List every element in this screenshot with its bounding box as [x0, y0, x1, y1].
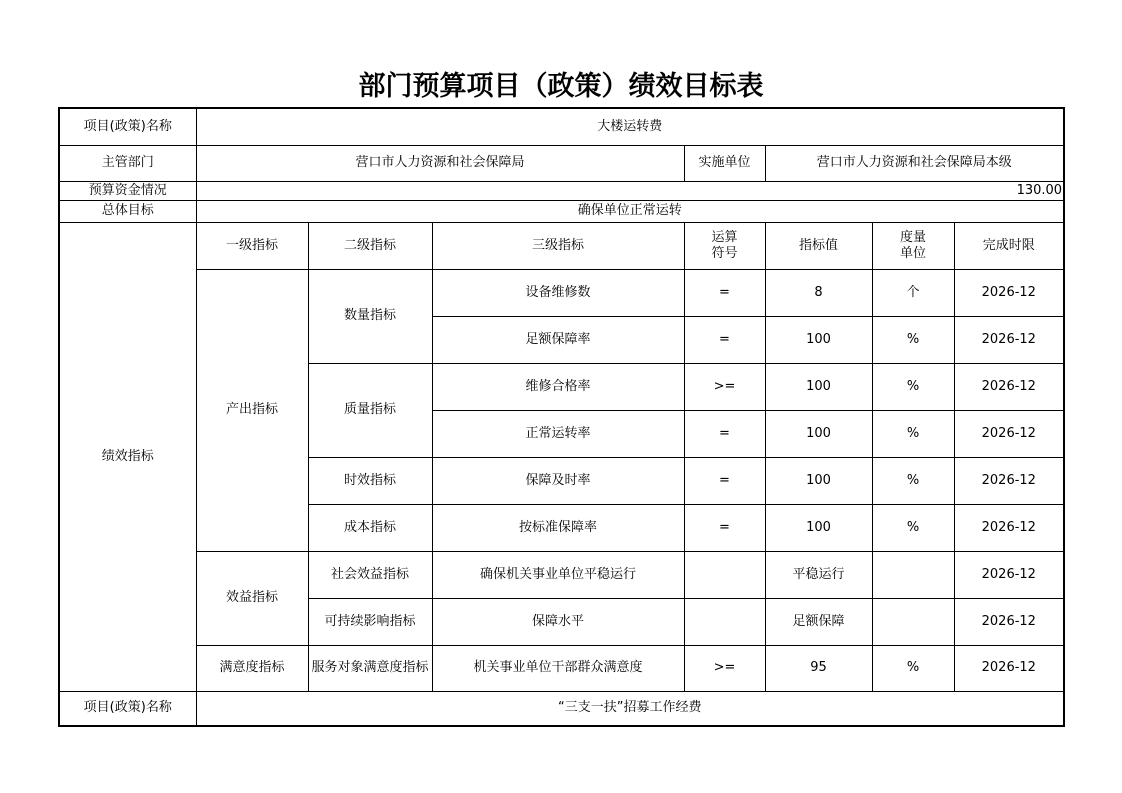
header-operator-line2: 符号: [711, 245, 738, 261]
indicator-operator: =: [684, 316, 765, 363]
indicator-name: 正常运转率: [432, 410, 684, 457]
indicator-operator: [684, 598, 765, 645]
indicator-deadline: 2026-12: [954, 645, 1064, 691]
next-project-name-label: 项目(政策)名称: [59, 691, 196, 726]
subgroup-cost: 成本指标: [308, 504, 432, 551]
indicator-name: 足额保障率: [432, 316, 684, 363]
indicator-unit: 个: [872, 269, 954, 316]
subgroup-social: 社会效益指标: [308, 551, 432, 598]
goal-value: 确保单位正常运转: [196, 200, 1064, 222]
indicator-value: 100: [765, 363, 872, 410]
indicator-name: 设备维修数: [432, 269, 684, 316]
subgroup-quality: 质量指标: [308, 363, 432, 457]
impl-label: 实施单位: [684, 145, 765, 181]
indicator-name: 按标准保障率: [432, 504, 684, 551]
indicator-deadline: 2026-12: [954, 457, 1064, 504]
project-name-label: 项目(政策)名称: [59, 108, 196, 145]
header-operator: [684, 222, 765, 269]
indicator-deadline: 2026-12: [954, 504, 1064, 551]
indicator-deadline: 2026-12: [954, 551, 1064, 598]
indicator-operator: [684, 551, 765, 598]
subgroup-quantity: 数量指标: [308, 269, 432, 363]
goal-label: 总体目标: [59, 200, 196, 222]
next-project-name-value: “三支一扶”招募工作经费: [196, 691, 1064, 726]
header-value: 指标值: [765, 222, 872, 269]
indicator-value: 8: [765, 269, 872, 316]
performance-table: [58, 107, 1065, 727]
indicator-deadline: 2026-12: [954, 410, 1064, 457]
indicator-operator: >=: [684, 645, 765, 691]
group-benefit: 效益指标: [196, 551, 308, 645]
indicator-name: 确保机关事业单位平稳运行: [432, 551, 684, 598]
indicator-name: 保障及时率: [432, 457, 684, 504]
indicator-unit: %: [872, 316, 954, 363]
indicator-deadline: 2026-12: [954, 269, 1064, 316]
perf-label: 绩效指标: [59, 222, 196, 691]
dept-label: 主管部门: [59, 145, 196, 181]
indicator-value: 足额保障: [765, 598, 872, 645]
indicator-unit: %: [872, 504, 954, 551]
indicator-name: 维修合格率: [432, 363, 684, 410]
group-satisfaction: 满意度指标: [196, 645, 308, 691]
indicator-name: 机关事业单位干部群众满意度: [432, 645, 684, 691]
indicator-deadline: 2026-12: [954, 316, 1064, 363]
indicator-value: 100: [765, 410, 872, 457]
indicator-operator: =: [684, 457, 765, 504]
indicator-operator: =: [684, 504, 765, 551]
indicator-unit: %: [872, 457, 954, 504]
header-unit: [872, 222, 954, 269]
indicator-operator: =: [684, 410, 765, 457]
indicator-unit: [872, 598, 954, 645]
dept-value: 营口市人力资源和社会保障局: [196, 145, 684, 181]
subgroup-timeliness: 时效指标: [308, 457, 432, 504]
header-operator-line1: 运算: [711, 229, 738, 245]
indicator-unit: %: [872, 410, 954, 457]
subgroup-sustainable: 可持续影响指标: [308, 598, 432, 645]
header-level2: 二级指标: [308, 222, 432, 269]
indicator-unit: %: [872, 363, 954, 410]
group-output: 产出指标: [196, 269, 308, 551]
indicator-operator: >=: [684, 363, 765, 410]
header-level1: 一级指标: [196, 222, 308, 269]
indicator-value: 95: [765, 645, 872, 691]
header-level3: 三级指标: [432, 222, 684, 269]
header-unit-line1: 度量: [899, 229, 926, 245]
indicator-deadline: 2026-12: [954, 598, 1064, 645]
indicator-unit: %: [872, 645, 954, 691]
indicator-value: 100: [765, 504, 872, 551]
indicator-deadline: 2026-12: [954, 363, 1064, 410]
budget-value: 130.00: [196, 181, 1064, 200]
indicator-unit: [872, 551, 954, 598]
indicator-name: 保障水平: [432, 598, 684, 645]
header-unit-line2: 单位: [899, 245, 926, 261]
indicator-operator: =: [684, 269, 765, 316]
subgroup-service: 服务对象满意度指标: [308, 645, 432, 691]
header-deadline: 完成时限: [954, 222, 1064, 269]
budget-label: 预算资金情况: [59, 181, 196, 200]
page-title: 部门预算项目（政策）绩效目标表: [358, 71, 764, 102]
indicator-value: 100: [765, 316, 872, 363]
project-name-value: 大楼运转费: [196, 108, 1064, 145]
indicator-value: 平稳运行: [765, 551, 872, 598]
indicator-value: 100: [765, 457, 872, 504]
impl-value: 营口市人力资源和社会保障局本级: [765, 145, 1064, 181]
